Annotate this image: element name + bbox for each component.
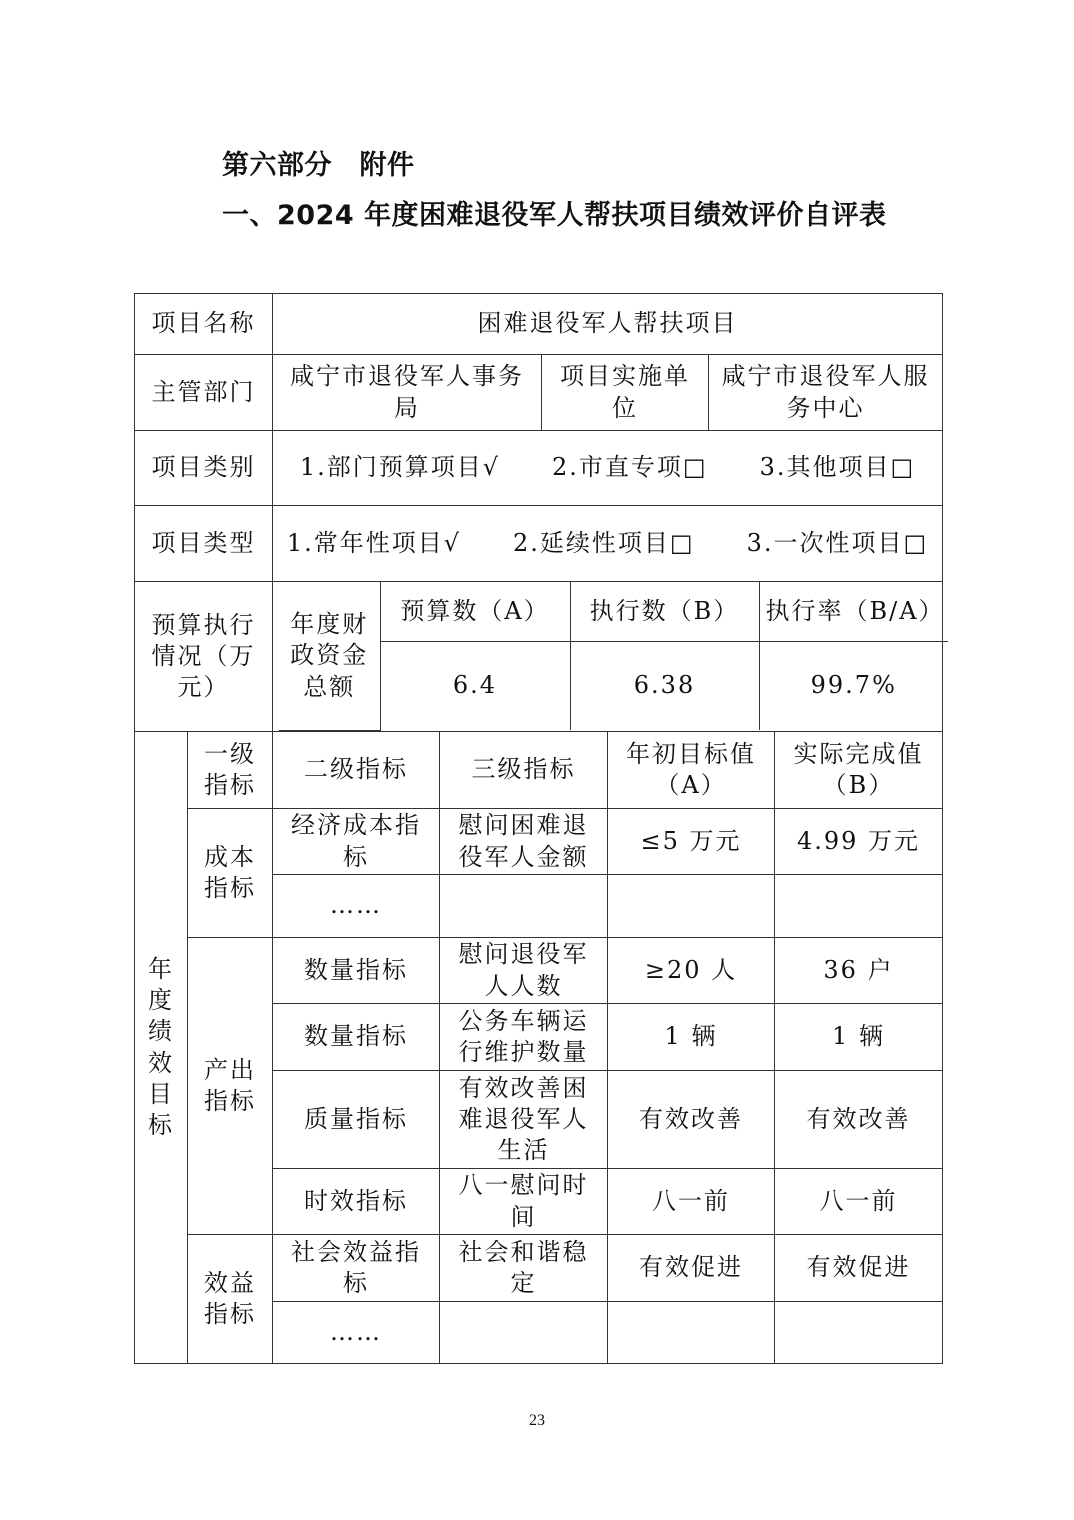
actual-cell <box>775 1302 943 1364</box>
budget-value-b: 6.38 <box>570 641 759 730</box>
level2-cell: 时效指标 <box>273 1169 440 1235</box>
target-cell <box>608 875 775 938</box>
level3-cell: 慰问困难退役军人金额 <box>440 809 608 875</box>
header-actual: 实际完成值（B） <box>775 732 943 809</box>
category-value: 1.部门预算项目√ 2.市直专项□ 3.其他项目□ <box>273 431 943 506</box>
level1-cost: 成本指标 <box>188 809 273 938</box>
target-cell: 1 辆 <box>608 1004 775 1071</box>
budget-header-a: 预算数（A） <box>380 582 570 641</box>
actual-cell: 有效改善 <box>775 1071 943 1169</box>
page-number: 23 <box>529 1412 545 1429</box>
actual-cell: 八一前 <box>775 1169 943 1235</box>
level3-cell: 社会和谐稳定 <box>440 1235 608 1302</box>
level2-cell: …… <box>273 1302 440 1364</box>
level2-cell: 经济成本指标 <box>273 809 440 875</box>
budget-value-a: 6.4 <box>380 641 570 730</box>
header-level2: 二级指标 <box>273 732 440 809</box>
project-name-label: 项目名称 <box>135 294 273 355</box>
header-target: 年初目标值（A） <box>608 732 775 809</box>
budget-block <box>273 582 943 732</box>
target-cell: ≤5 万元 <box>608 809 775 875</box>
level2-cell: 质量指标 <box>273 1071 440 1169</box>
level1-benefit: 效益指标 <box>188 1235 273 1364</box>
dept-label: 主管部门 <box>135 355 273 431</box>
actual-cell: 36 户 <box>775 938 943 1004</box>
annual-goal-label: 年 度 绩 效 目 标 <box>135 732 188 1364</box>
budget-value-rate: 99.7% <box>759 641 948 730</box>
level3-cell: 慰问退役军人人数 <box>440 938 608 1004</box>
level3-cell <box>440 1302 608 1364</box>
level2-cell: …… <box>273 875 440 938</box>
target-cell: ≥20 人 <box>608 938 775 1004</box>
actual-cell: 4.99 万元 <box>775 809 943 875</box>
budget-header-b: 执行数（B） <box>570 582 759 641</box>
header-level1: 一级指标 <box>188 732 273 809</box>
header-level3: 三级指标 <box>440 732 608 809</box>
level3-cell: 公务车辆运行维护数量 <box>440 1004 608 1071</box>
target-cell <box>608 1302 775 1364</box>
actual-cell <box>775 875 943 938</box>
level3-cell: 八一慰问时间 <box>440 1169 608 1235</box>
target-cell: 有效改善 <box>608 1071 775 1169</box>
level2-cell: 数量指标 <box>273 938 440 1004</box>
level2-cell: 数量指标 <box>273 1004 440 1071</box>
impl-unit-value: 咸宁市退役军人服务中心 <box>709 355 943 431</box>
budget-header-rate: 执行率（B/A） <box>759 582 948 641</box>
level1-output: 产出指标 <box>188 938 273 1235</box>
project-name-value: 困难退役军人帮扶项目 <box>273 294 943 355</box>
type-value: 1.常年性项目√ 2.延续性项目□ 3.一次性项目□ <box>273 506 943 582</box>
evaluation-table <box>134 293 943 1364</box>
level3-cell <box>440 875 608 938</box>
category-label: 项目类别 <box>135 431 273 506</box>
level2-cell: 社会效益指标 <box>273 1235 440 1302</box>
impl-unit-label: 项目实施单位 <box>542 355 709 431</box>
level3-cell: 有效改善困难退役军人生活 <box>440 1071 608 1169</box>
type-label: 项目类型 <box>135 506 273 582</box>
budget-label: 预算执行情况（万元） <box>135 582 273 732</box>
target-cell: 有效促进 <box>608 1235 775 1302</box>
page-title: 一、2024 年度困难退役军人帮扶项目绩效评价自评表 <box>222 200 887 231</box>
section-heading: 第六部分 附件 <box>222 150 415 181</box>
actual-cell: 1 辆 <box>775 1004 943 1071</box>
target-cell: 八一前 <box>608 1169 775 1235</box>
fund-total-label: 年度财政资金总额 <box>279 582 380 730</box>
actual-cell: 有效促进 <box>775 1235 943 1302</box>
dept-value: 咸宁市退役军人事务局 <box>273 355 542 431</box>
